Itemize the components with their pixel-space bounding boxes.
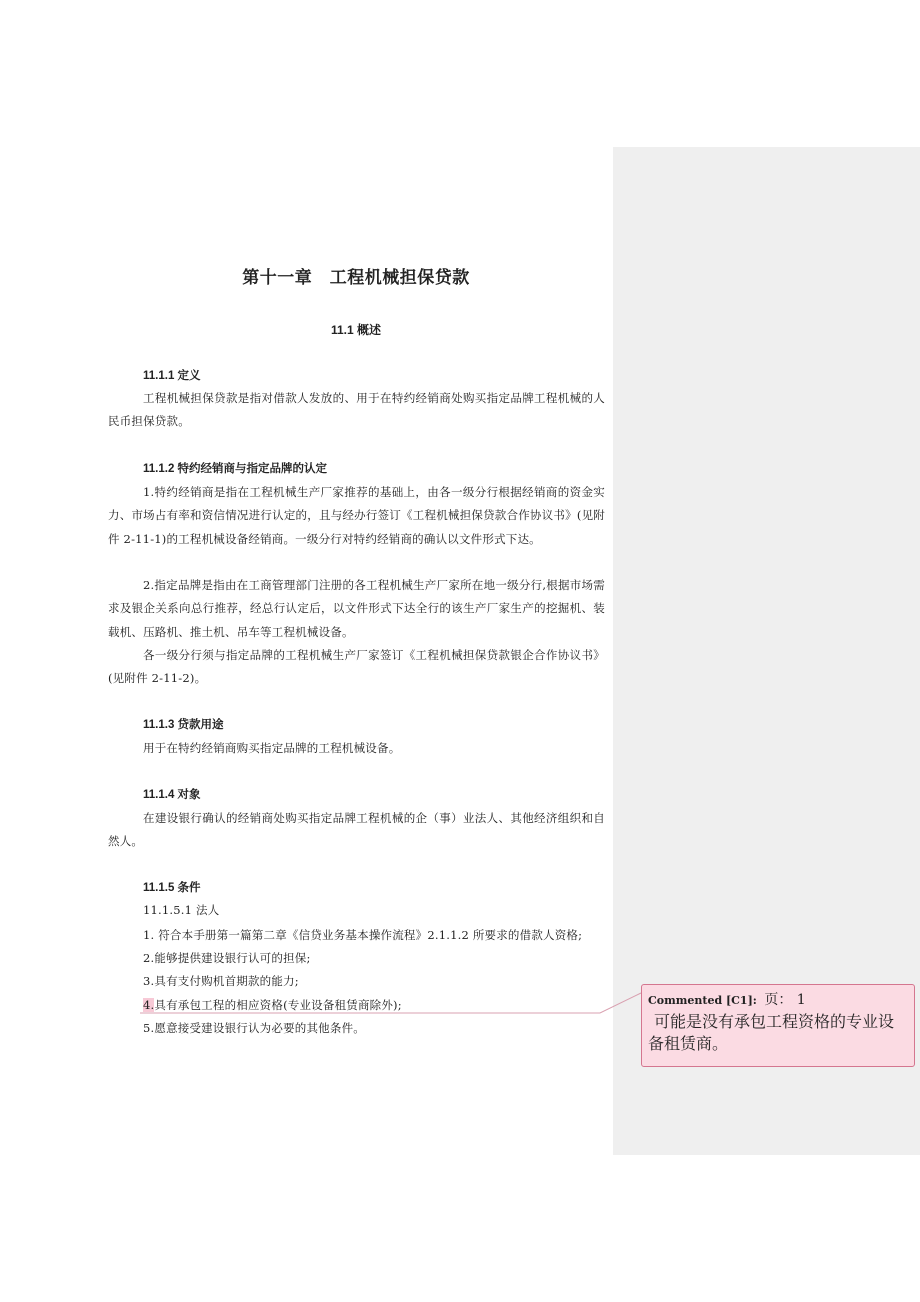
chapter-title: 第十一章 工程机械担保贷款 bbox=[242, 268, 470, 287]
list-item: 1. 符合本手册第一篇第二章《信贷业务基本操作流程》2.1.1.2 所要求的借款人资格; bbox=[143, 928, 583, 942]
section-title: 11.1 概述 bbox=[330, 323, 382, 337]
comment-anchor-highlight[interactable]: 4. bbox=[143, 998, 155, 1012]
paragraph-brands: 2.指定品牌是指由在工商管理部门注册的各工程机械生产厂家所在地一级分行,根据市场需求及银企关系向总行推荐，经总行认定后，以文件形式下达全行的该生产厂家生产的挖掘机、装载机、压路机、推土机、吊车等工程机械设备。 bbox=[108, 578, 605, 639]
paragraph-loan-purpose: 用于在特约经销商购买指定品牌的工程机械设备。 bbox=[143, 741, 401, 755]
comment-text: 可能是没有承包工程资格的专业设备租赁商。 bbox=[648, 1012, 895, 1053]
paragraph-dealers: 1.特约经销商是指在工程机械生产厂家推荐的基础上，由各一级分行根据经销商的资金实力、市场占有率和资信情况进行认定的，且与经办行签订《工程机械担保贷款合作协议书》(见附件 2-11-1)的工程机械设备经销商。一级分行对特约经销商的确认以文件形式下达。 bbox=[108, 485, 605, 546]
list-item: 2.能够提供建设银行认可的担保; bbox=[143, 951, 311, 965]
heading-target: 11.1.4 对象 bbox=[143, 789, 201, 801]
comment-balloon[interactable] bbox=[641, 984, 915, 1067]
list-item: 3.具有支付购机首期款的能力; bbox=[143, 974, 299, 988]
comment-header bbox=[648, 989, 908, 1009]
paragraph-agreement: 各一级分行须与指定品牌的工程机械生产厂家签订《工程机械担保贷款银企合作协议书》(见附件 2-11-2)。 bbox=[108, 648, 605, 686]
list-item: 5.愿意接受建设银行认为必要的其他条件。 bbox=[143, 1021, 365, 1035]
heading-dealers-brands: 11.1.2 特约经销商与指定品牌的认定 bbox=[143, 463, 328, 475]
heading-conditions: 11.1.5 条件 bbox=[143, 882, 201, 894]
paragraph-target: 在建设银行确认的经销商处购买指定品牌工程机械的企（事）业法人、其他经济组织和自然人。 bbox=[108, 811, 605, 849]
paragraph-definition: 工程机械担保贷款是指对借款人发放的、用于在特约经销商处购买指定品牌工程机械的人民币担保贷款。 bbox=[108, 391, 605, 429]
heading-definition: 11.1.1 定义 bbox=[143, 370, 201, 382]
heading-loan-purpose: 11.1.3 贷款用途 bbox=[143, 719, 224, 731]
list-item-text: 具有承包工程的相应资格(专业设备租赁商除外); bbox=[154, 998, 402, 1012]
list-item-commented bbox=[143, 997, 402, 1013]
comment-page-ref: 页： 1 bbox=[764, 992, 806, 1008]
subheading-legal-person: 11.1.5.1 法人 bbox=[143, 903, 220, 917]
comment-label: Commented [C1]: bbox=[648, 994, 757, 1007]
